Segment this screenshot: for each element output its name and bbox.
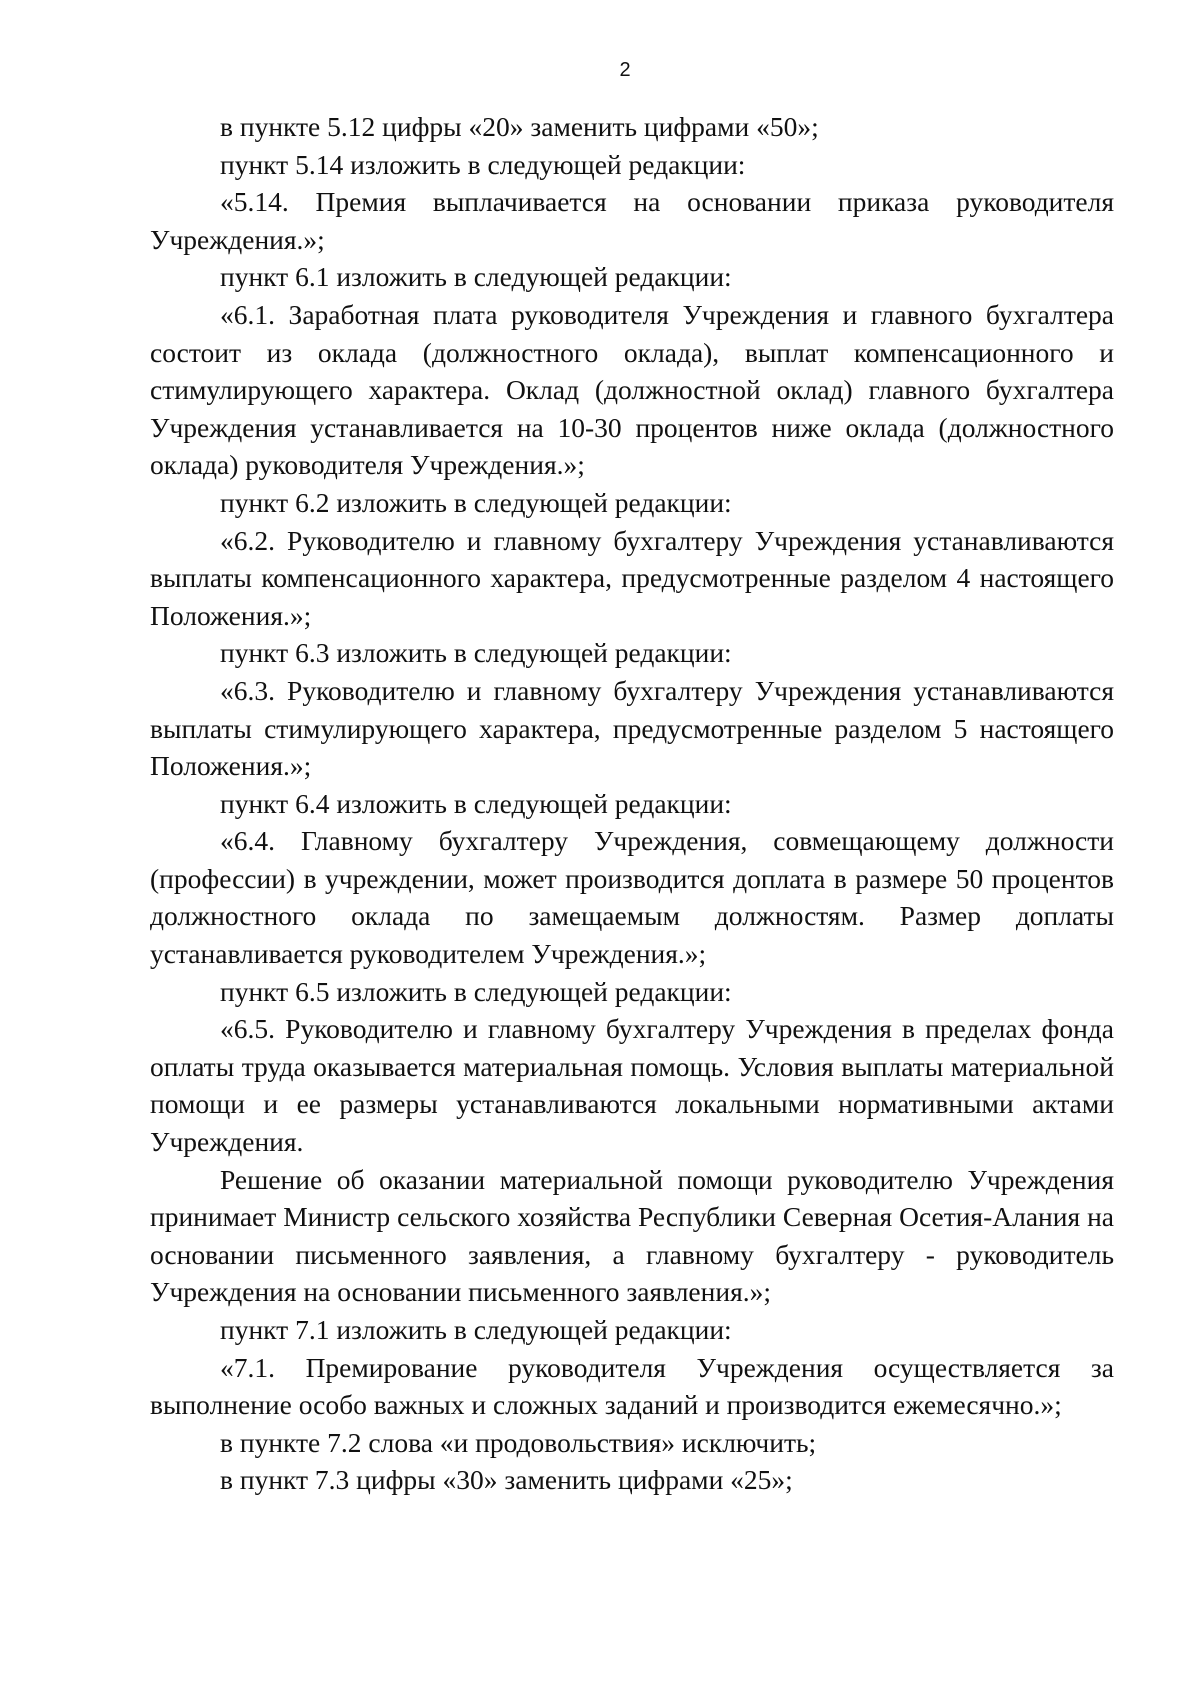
paragraph-text-6-5-decision: Решение об оказании материальной помощи руководителю Учреждения принимает Министр сельского хозяйства Республики Северная Осетия-Алания на основании письменного заявления, а главному бухгалтеру - руководитель Учреждения на основании письменного заявления.»; [150,1163,1114,1308]
paragraph-amend-7-2: в пункте 7.2 слова «и продовольствия» исключить; [220,1426,817,1458]
document-body [150,108,1114,1499]
paragraph-amend-5-12: в пункте 5.12 цифры «20» заменить цифрами «50»; [220,111,819,142]
paragraph-instruction-6-2: пункт 6.2 изложить в следующей редакции: [220,486,732,518]
paragraph-text-7-1: «7.1. Премирование руководителя Учреждения осуществляется за выполнение особо важных и сложных заданий и производится ежемесячно.»; [150,1351,1114,1421]
paragraph-instruction-6-1: пункт 6.1 изложить в следующей редакции: [220,261,732,293]
paragraph-text-6-1: «6.1. Заработная плата руководителя Учреждения и главного бухгалтера состоит из оклада (должностного оклада), выплат компенсационного и стимулирующего характера. Оклад (должностной оклад) главного бухгалтера Учреждения устанавливается на 10-30 процентов ниже оклада (должностного оклада) руководителя Учреждения.»; [150,298,1114,481]
paragraph-instruction-5-14: пункт 5.14 изложить в следующей редакции: [220,148,746,180]
paragraph-text-6-2: «6.2. Руководителю и главному бухгалтеру Учреждения устанавливаются выплаты компенсационного характера, предусмотренные разделом 4 настоящего Положения.»; [150,524,1114,631]
paragraph-instruction-6-3: пункт 6.3 изложить в следующей редакции: [220,637,732,669]
paragraph-text-6-3: «6.3. Руководителю и главному бухгалтеру Учреждения устанавливаются выплаты стимулирующего характера, предусмотренные разделом 5 настоящего Положения.»; [150,674,1114,782]
page-number: 2 [619,59,631,81]
paragraph-text-6-5: «6.5. Руководителю и главному бухгалтеру Учреждения в пределах фонда оплаты труда оказывается материальная помощь. Условия выплаты материальной помощи и ее размеры устанавливаются локальными нормативными актами Учреждения. [150,1013,1114,1158]
paragraph-instruction-7-1: пункт 7.1 изложить в следующей редакции: [220,1314,732,1345]
paragraph-instruction-6-4: пункт 6.4 изложить в следующей редакции: [220,787,732,819]
paragraph-amend-7-3: в пункт 7.3 цифры «30» заменить цифрами «25»; [220,1464,793,1496]
paragraph-instruction-6-5: пункт 6.5 изложить в следующей редакции: [220,975,732,1007]
paragraph-text-6-4: «6.4. Главному бухгалтеру Учреждения, совмещающему должности (профессии) в учреждении, может производится доплата в размере 50 процентов должностного оклада по замещаемым должностям. Размер доплаты устанавливается руководителем Учреждения.»; [150,825,1114,970]
paragraph-text-5-14: «5.14. Премия выплачивается на основании приказа руководителя Учреждения.»; [150,186,1114,255]
